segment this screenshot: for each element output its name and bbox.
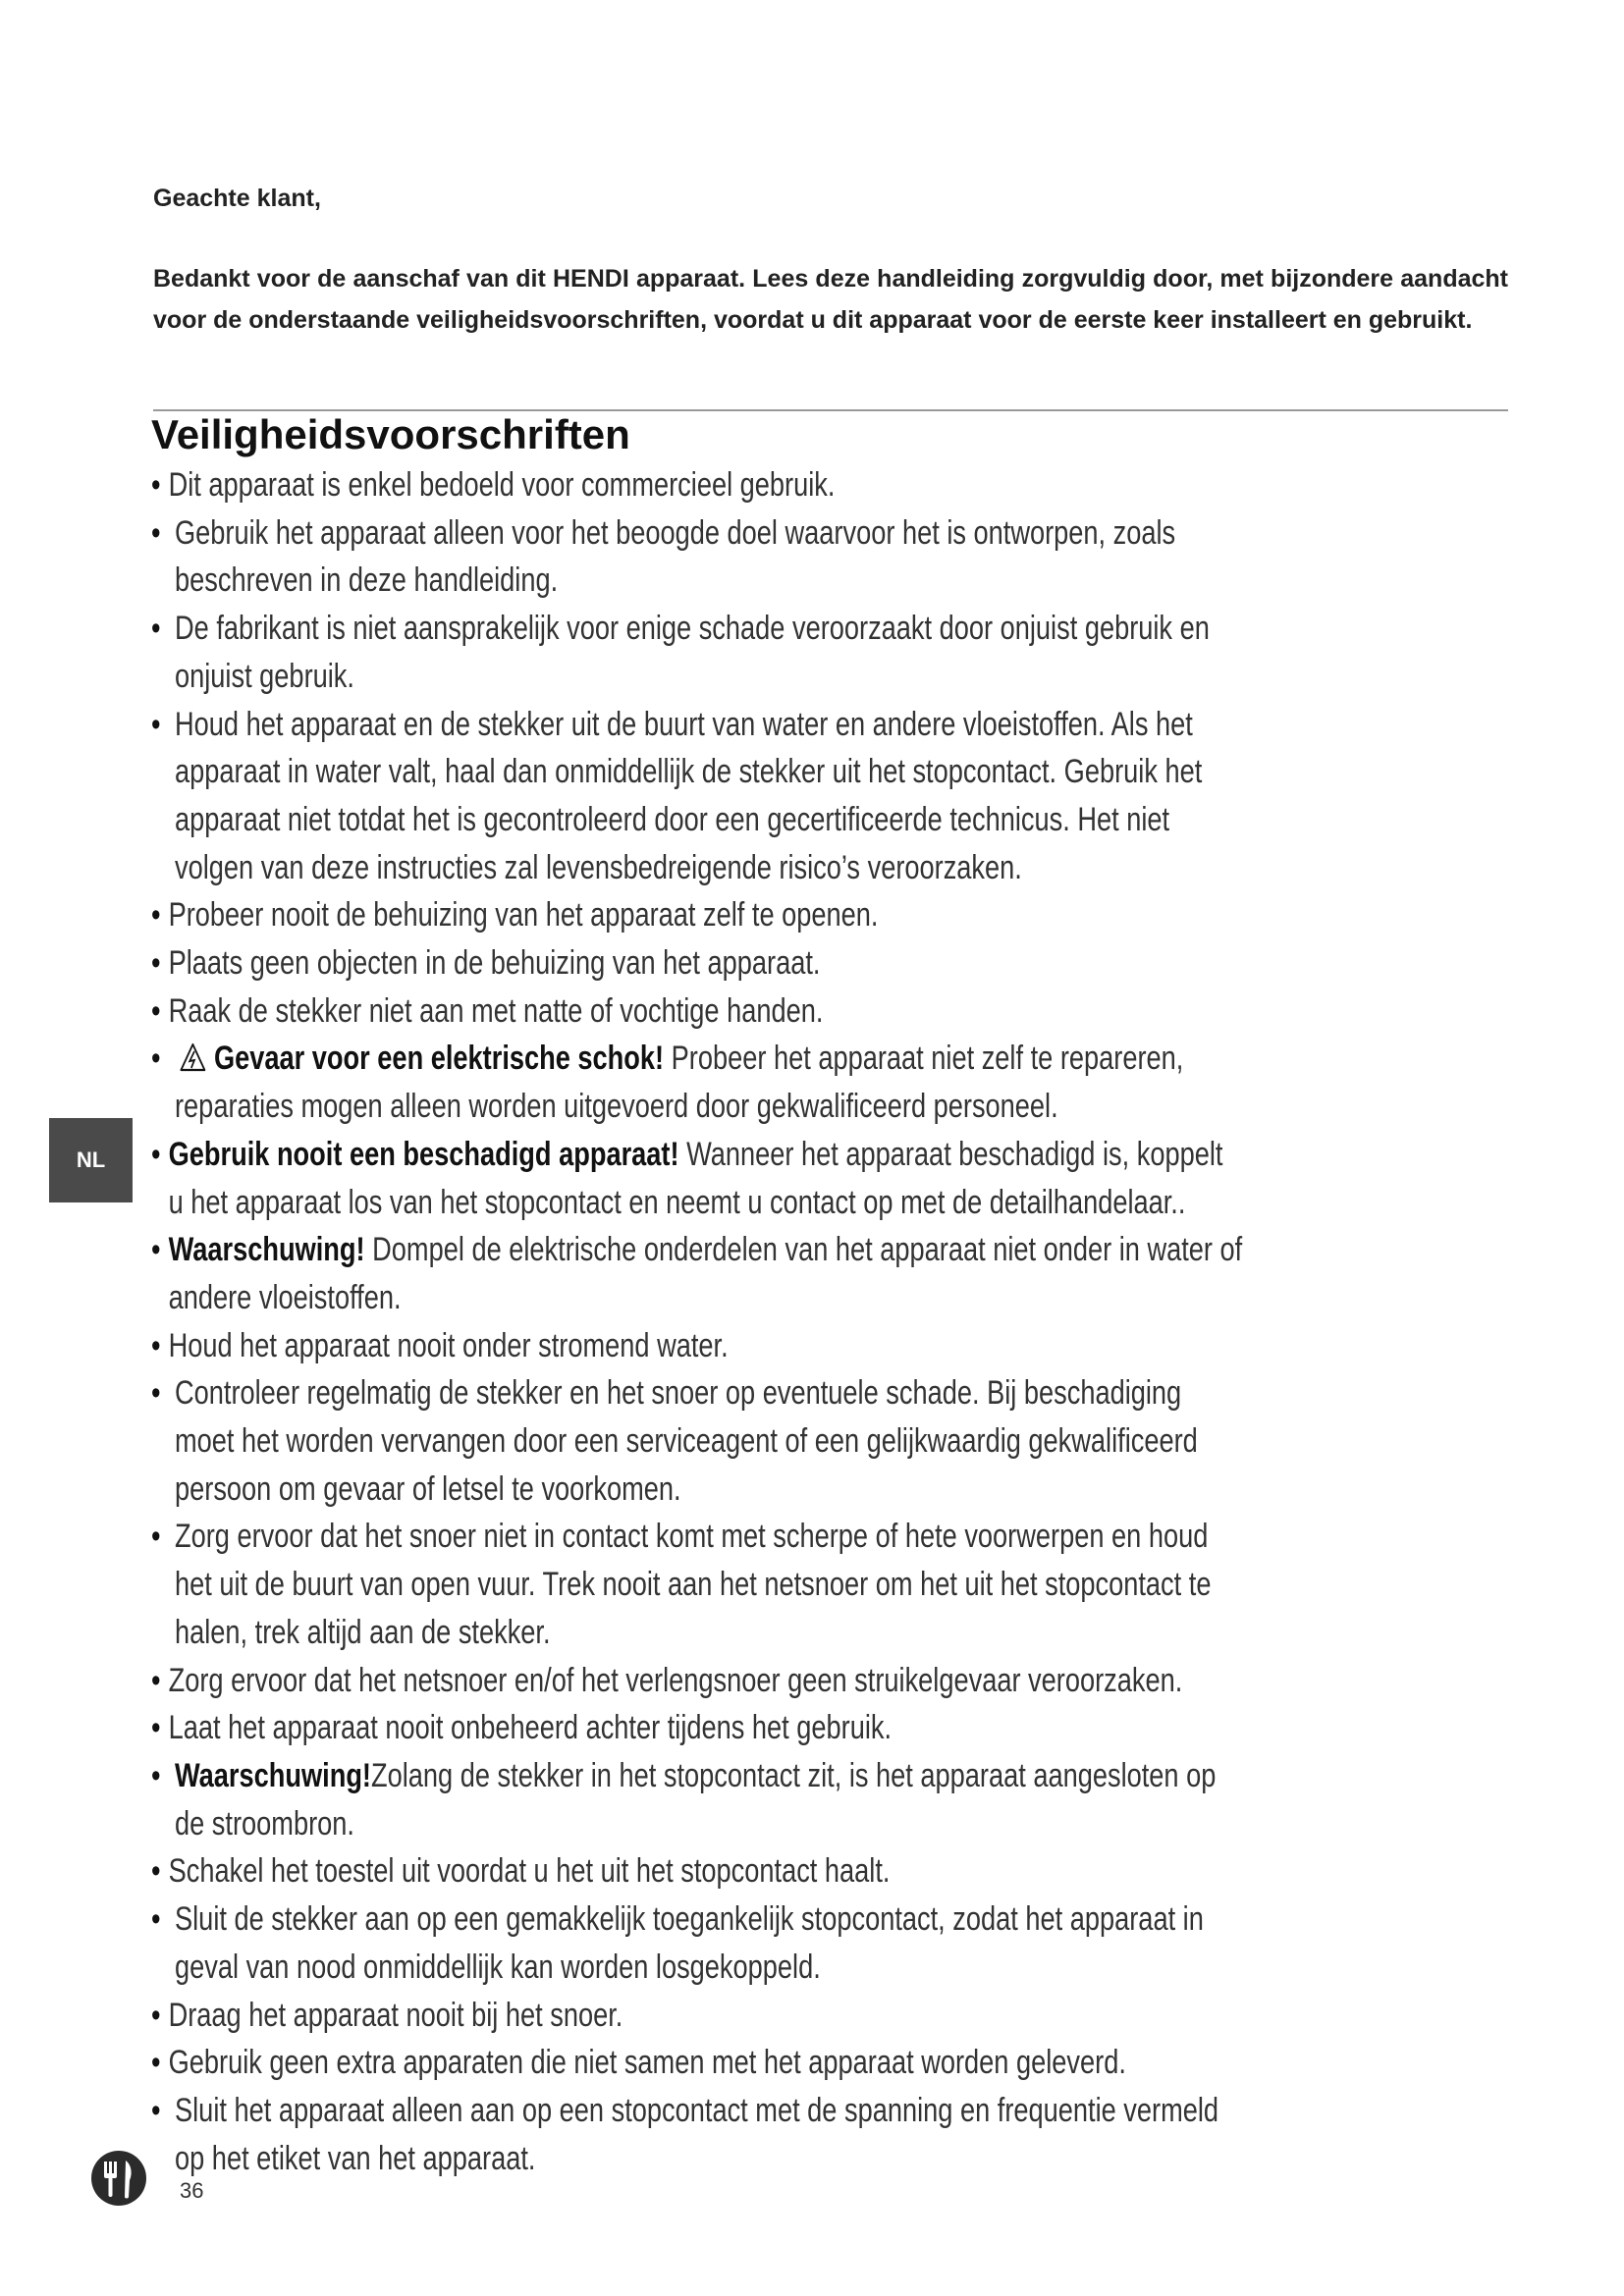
list-item [151,1896,1245,1991]
item-text: Gebruik het apparaat alleen voor het beoogde doel waarvoor het is ontworpen, zoals beschreven in deze handleiding. [175,513,1176,600]
list-item [151,1369,1245,1513]
section-title: Veiligheidsvoorschriften [151,411,630,457]
list-item [151,605,1245,700]
item-text: Raak de stekker niet aan met natte of vochtige handen. [168,991,824,1030]
list-item [151,1513,1245,1656]
item-strong: Gebruik nooit een beschadigd apparaat! [168,1135,679,1173]
cutlery-logo-icon [90,2150,147,2207]
item-strong: Waarschuwing! [168,1231,365,1269]
list-item [151,1131,1245,1226]
item-strong: Waarschuwing! [175,1756,371,1794]
item-text: Zolang de stekker in het stopcontact zit, is het apparaat aangesloten op de stroombron. [175,1756,1217,1842]
item-text: Sluit de stekker aan op een gemakkelijk toegankelijk stopcontact, zodat het apparaat in geval van nood onmiddellijk kan worden losgekoppeld. [175,1900,1204,1986]
list-item [151,701,1245,892]
list-item [151,509,1245,605]
intro-paragraph: Bedankt voor de aanschaf van dit HENDI apparaat. Lees deze handleiding zorgvuldig door, met bijzondere aandacht voor de onderstaande veiligheidsvoorschriften, voordat u dit apparaat voor de eerste keer installeert en gebruikt. [153,265,1508,334]
item-text: Gebruik geen extra apparaten die niet samen met het apparaat worden geleverd. [168,2044,1126,2082]
item-text: Draag het apparaat nooit bij het snoer. [168,1996,623,2034]
list-item [151,1226,1245,1321]
list-item [151,939,1245,988]
list-item [151,1704,1245,1752]
item-text: Sluit het apparaat alleen aan op een stopcontact met de spanning en frequentie vermeld op het etiket van het apparaat. [175,2091,1219,2177]
list-item [151,2039,1245,2087]
list-item [151,1035,1245,1130]
electric-shock-warning-icon [180,1042,206,1072]
list-item [151,988,1245,1036]
list-item [151,461,1245,509]
greeting: Geachte klant, [153,185,321,212]
item-text: Probeer nooit de behuizing van het apparaat zelf te openen. [168,896,879,934]
item-text: Zorg ervoor dat het netsnoer en/of het verlengsnoer geen struikelgevaar veroorzaken. [168,1661,1183,1699]
item-text: Plaats geen objecten in de behuizing van het apparaat. [168,944,821,983]
list-item [151,2087,1245,2182]
page-number: 36 [180,2178,204,2203]
item-strong: Gevaar voor een elektrische schok! [214,1040,665,1078]
item-text: Controleer regelmatig de stekker en het snoer op eventuele schade. Bij beschadiging moet het worden vervangen door een serviceagent of een gelijkwaardig gekwalificeerd persoon om gevaar of letsel te voorkomen. [175,1374,1198,1508]
item-text: Schakel het toestel uit voordat u het uit het stopcontact haalt. [168,1852,891,1891]
item-text: Houd het apparaat en de stekker uit de buurt van water en andere vloeistoffen. Als het apparaat in water valt, haal dan onmiddellijk de stekker uit het stopcontact. Gebruik het apparaat niet totdat het is gecontroleerd door een gecertificeerde technicus. Het niet volgen van deze instructies zal levensbedreigende risico’s veroorzaken. [175,705,1203,886]
item-text: Dompel de elektrische onderdelen van het apparaat niet onder in water of andere vloeistoffen. [168,1231,1243,1316]
list-item [151,1657,1245,1705]
item-text: De fabrikant is niet aansprakelijk voor enige schade veroorzaakt door onjuist gebruik en onjuist gebruik. [175,610,1210,695]
language-tab: NL [49,1118,133,1202]
list-item [151,1322,1245,1370]
item-text: Probeer het apparaat niet zelf te repareren, reparaties mogen alleen worden uitgevoerd door gekwalificeerd personeel. [175,1040,1184,1126]
item-text: Houd het apparaat nooit onder stromend water. [168,1326,729,1364]
item-text: Wanneer het apparaat beschadigd is, koppelt u het apparaat los van het stopcontact en neemt u contact op met de detailhandelaar.. [168,1135,1223,1221]
item-text: Laat het apparaat nooit onbeheerd achter tijdens het gebruik. [168,1709,893,1747]
safety-list [151,461,1245,2182]
item-text: Dit apparaat is enkel bedoeld voor commercieel gebruik. [168,466,836,504]
list-item [151,1752,1245,1847]
list-item [151,1992,1245,2040]
list-item [151,1847,1245,1896]
list-item [151,891,1245,939]
item-text: Zorg ervoor dat het snoer niet in contact komt met scherpe of hete voorwerpen en houd het uit de buurt van open vuur. Trek nooit aan het netsnoer om het uit het stopcontact te halen, trek altijd aan de stekker. [175,1518,1212,1651]
